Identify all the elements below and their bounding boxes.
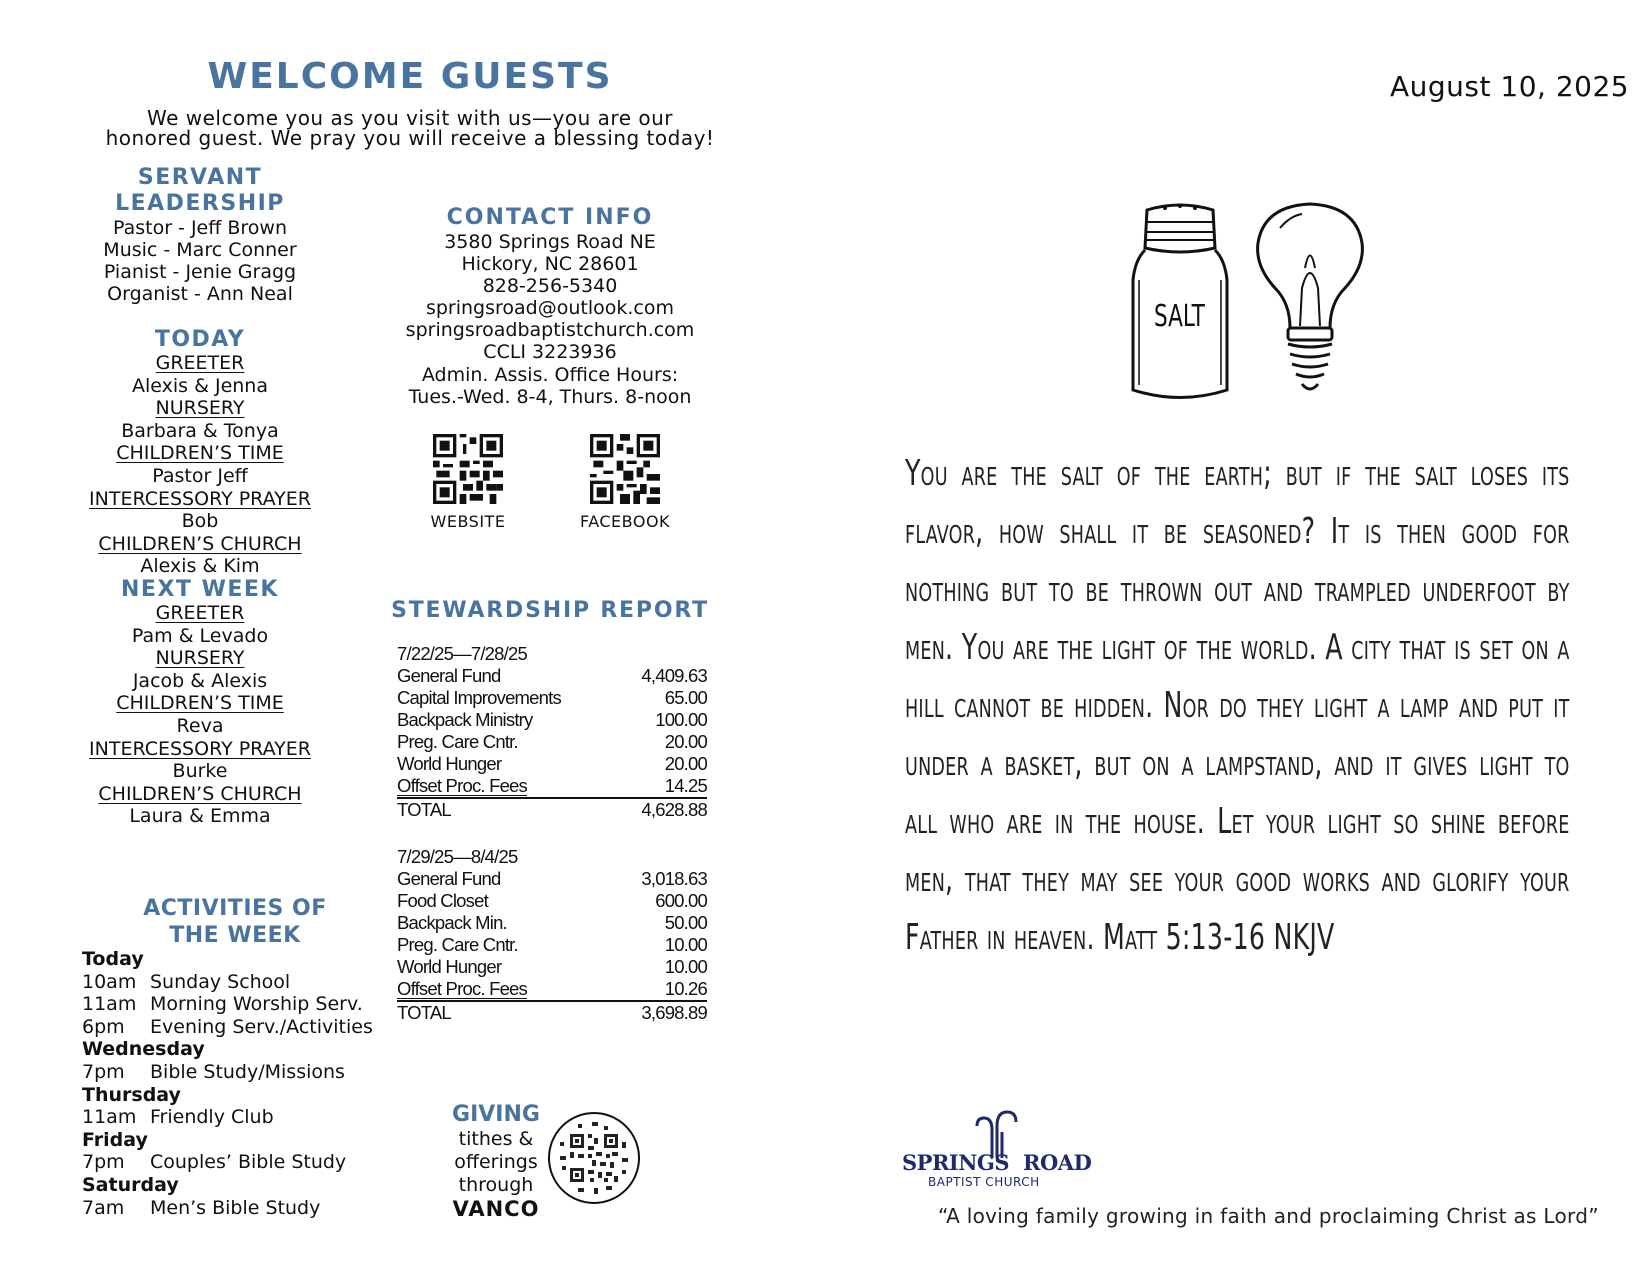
servant-leadership-section <box>60 165 340 305</box>
activity-item <box>82 1061 412 1084</box>
website-qr-label: WEBSITE <box>430 512 506 531</box>
volunteer-schedule <box>60 328 340 828</box>
role-label: CHILDREN’S TIME <box>116 692 284 715</box>
report-row <box>397 731 707 753</box>
fund-amount: 600.00 <box>655 890 707 911</box>
fund-label: General Fund <box>397 868 501 889</box>
activities-heading-line2: THE WEEK <box>169 923 301 948</box>
activities-heading-line1: ACTIVITIES OF <box>143 896 327 921</box>
total-label: TOTAL <box>397 1002 451 1023</box>
fund-label: World Hunger <box>397 753 502 774</box>
giving-heading: GIVING <box>452 1102 540 1127</box>
role-people: Jacob & Alexis <box>132 669 268 692</box>
salt-shaker-icon <box>1125 200 1235 410</box>
report-row <box>397 956 707 978</box>
activity-time: 6pm <box>82 1015 125 1038</box>
activity-item <box>82 1106 412 1129</box>
contact-heading: CONTACT INFO <box>446 205 654 230</box>
facebook-qr-code-icon[interactable] <box>590 434 660 504</box>
fund-label: Preg. Care Cntr. <box>397 731 518 752</box>
logo-word2: ROAD <box>1023 1150 1092 1175</box>
role-people: Reva <box>176 714 224 737</box>
contact-line: Hickory, NC 28601 <box>461 253 639 276</box>
activity-event: Sunday School <box>150 970 291 993</box>
report-total-row <box>397 799 707 821</box>
activity-day: Saturday <box>82 1173 179 1196</box>
report-row <box>397 775 707 799</box>
fund-amount: 4,409.63 <box>641 665 707 686</box>
light-bulb-icon <box>1250 198 1370 408</box>
activity-day: Thursday <box>82 1083 181 1106</box>
fund-label: General Fund <box>397 665 501 686</box>
activity-item <box>82 1151 412 1174</box>
contact-line: CCLI 3223936 <box>483 341 617 364</box>
leader-item: Music - Marc Conner <box>103 239 297 261</box>
role-people: Burke <box>172 760 228 783</box>
activity-event: Couples’ Bible Study <box>150 1151 347 1174</box>
website-qr-code-icon[interactable] <box>433 434 503 504</box>
contact-line: Admin. Assis. Office Hours: <box>421 363 679 386</box>
report-row <box>397 709 707 731</box>
giving-vendor: VANCO <box>452 1197 540 1221</box>
activity-day: Wednesday <box>82 1038 205 1061</box>
role-label: CHILDREN’S CHURCH <box>98 532 302 555</box>
role-people: Bob <box>181 510 219 533</box>
fund-amount: 20.00 <box>664 731 707 752</box>
fund-label: Offset Proc. Fees <box>397 775 528 796</box>
report-period: 7/29/25—8/4/25 <box>397 846 518 867</box>
leader-item: Pastor - Jeff Brown <box>112 217 288 239</box>
activities-list <box>82 948 412 1219</box>
role-label: CHILDREN’S CHURCH <box>98 782 302 805</box>
welcome-title: WELCOME GUESTS <box>207 56 613 97</box>
contact-website[interactable]: springsroadbaptistchurch.com <box>405 319 695 342</box>
report-row <box>397 687 707 709</box>
logo-word1: SPRINGS <box>902 1150 1010 1175</box>
activity-item <box>82 971 412 994</box>
total-amount: 3,698.89 <box>641 1002 707 1023</box>
fund-amount: 10.00 <box>664 956 707 977</box>
servant-leadership-heading-line2: LEADERSHIP <box>115 191 285 216</box>
stewardship-heading: STEWARDSHIP REPORT <box>391 598 709 623</box>
giving-qr-code-icon[interactable] <box>548 1112 640 1204</box>
fund-label: Preg. Care Cntr. <box>397 934 518 955</box>
church-logo <box>902 1108 1092 1188</box>
fund-label: Food Closet <box>397 890 488 911</box>
activity-item <box>82 1197 412 1220</box>
activity-time: 7am <box>82 1196 125 1219</box>
report-row <box>397 890 707 912</box>
role-label: GREETER <box>155 352 245 374</box>
activity-event: Morning Worship Serv. <box>150 993 363 1016</box>
welcome-message-line1: We welcome you as you visit with us—you are our <box>147 106 673 130</box>
facebook-qr-label: FACEBOOK <box>579 512 671 531</box>
activity-event: Bible Study/Missions <box>150 1060 345 1083</box>
stewardship-report-1 <box>397 643 707 821</box>
giving-line: offerings <box>454 1151 538 1173</box>
activity-time: 10am <box>82 970 137 993</box>
role-label: INTERCESSORY PRAYER <box>89 487 311 510</box>
role-people: Laura & Emma <box>129 805 271 828</box>
servant-leadership-heading-line1: SERVANT <box>137 165 263 190</box>
activity-time: 7pm <box>82 1060 125 1083</box>
fund-amount: 14.25 <box>664 775 707 796</box>
activity-day: Friday <box>82 1128 148 1151</box>
fund-label: Backpack Min. <box>397 912 507 933</box>
contact-line: 3580 Springs Road NE <box>444 231 656 253</box>
fund-amount: 100.00 <box>655 709 707 730</box>
welcome-message <box>70 108 750 148</box>
activities-heading <box>120 895 350 949</box>
bulletin-date: August 10, 2025 <box>1390 70 1630 103</box>
today-heading: TODAY <box>154 327 246 352</box>
activity-time: 11am <box>82 1106 137 1129</box>
role-people: Alexis & Kim <box>140 555 260 578</box>
stewardship-report-2 <box>397 846 707 1024</box>
report-row <box>397 868 707 890</box>
report-row <box>397 665 707 687</box>
report-row <box>397 934 707 956</box>
activity-item <box>82 993 412 1016</box>
role-people: Pastor Jeff <box>152 464 248 487</box>
activity-event: Evening Serv./Activities <box>150 1015 373 1038</box>
role-people: Alexis & Jenna <box>132 374 268 397</box>
logo-name <box>902 1150 1091 1175</box>
total-amount: 4,628.88 <box>641 799 707 820</box>
role-label: CHILDREN’S TIME <box>116 442 284 465</box>
fund-label: Backpack Ministry <box>397 709 533 730</box>
role-people: Barbara & Tonya <box>121 419 279 442</box>
activity-item <box>82 1016 412 1039</box>
report-row <box>397 978 707 1002</box>
activity-event: Friendly Club <box>150 1106 274 1129</box>
fund-amount: 10.00 <box>664 934 707 955</box>
fund-label: Offset Proc. Fees <box>397 978 528 999</box>
report-row <box>397 912 707 934</box>
activity-time: 7pm <box>82 1151 125 1174</box>
salt-label: SALT <box>1153 299 1205 334</box>
role-label: GREETER <box>155 601 245 624</box>
fund-amount: 65.00 <box>664 687 707 708</box>
church-tagline: “A loving family growing in faith and proclaiming Christ as Lord” <box>938 1204 1599 1228</box>
giving-line: tithes & <box>458 1128 534 1150</box>
role-people: Pam & Levado <box>131 624 269 647</box>
fund-amount: 3,018.63 <box>641 868 707 889</box>
fund-amount: 50.00 <box>664 912 707 933</box>
contact-phone[interactable]: 828-256-5340 <box>482 275 618 298</box>
role-label: NURSERY <box>155 647 245 670</box>
report-period: 7/22/25—7/28/25 <box>397 643 527 664</box>
leader-item: Pianist - Jenie Gragg <box>103 261 297 283</box>
fund-label: Capital Improvements <box>397 687 561 708</box>
contact-email[interactable]: springsroad@outlook.com <box>425 297 675 320</box>
activity-time: 11am <box>82 993 137 1016</box>
next-week-heading: NEXT WEEK <box>121 576 279 602</box>
giving-line: through <box>458 1174 534 1196</box>
welcome-message-line2: honored guest. We pray you will receive a blessing today! <box>105 126 715 150</box>
role-label: NURSERY <box>155 397 245 420</box>
contact-info-section <box>390 205 710 408</box>
report-row <box>397 753 707 775</box>
fund-amount: 20.00 <box>664 753 707 774</box>
total-label: TOTAL <box>397 799 451 820</box>
scripture-verse: You are the salt of the earth; but if the salt loses its flavor, how shall it be seasoned? It is then good for nothing but to be thrown out and trampled underfoot by men. You are the light of the world. A city that is set on a hill cannot be hidden. Nor do they light a lamp and put it under a basket, but on a lampstand, and it gives light to all who are in the house. Let your light so shine before men, that they may see your good works and glorify your Father in heaven. Matt 5:13-16 NKJV <box>905 453 1570 958</box>
fund-amount: 10.26 <box>664 978 707 999</box>
giving-section <box>440 1102 552 1222</box>
logo-subtitle: BAPTIST CHURCH <box>928 1175 1040 1189</box>
activity-day: Today <box>82 948 144 970</box>
report-total-row <box>397 1002 707 1024</box>
leader-item: Organist - Ann Neal <box>107 283 293 305</box>
fund-label: World Hunger <box>397 956 502 977</box>
activity-event: Men’s Bible Study <box>150 1196 321 1219</box>
contact-line: Tues.-Wed. 8-4, Thurs. 8-noon <box>408 385 692 408</box>
role-label: INTERCESSORY PRAYER <box>89 737 311 760</box>
